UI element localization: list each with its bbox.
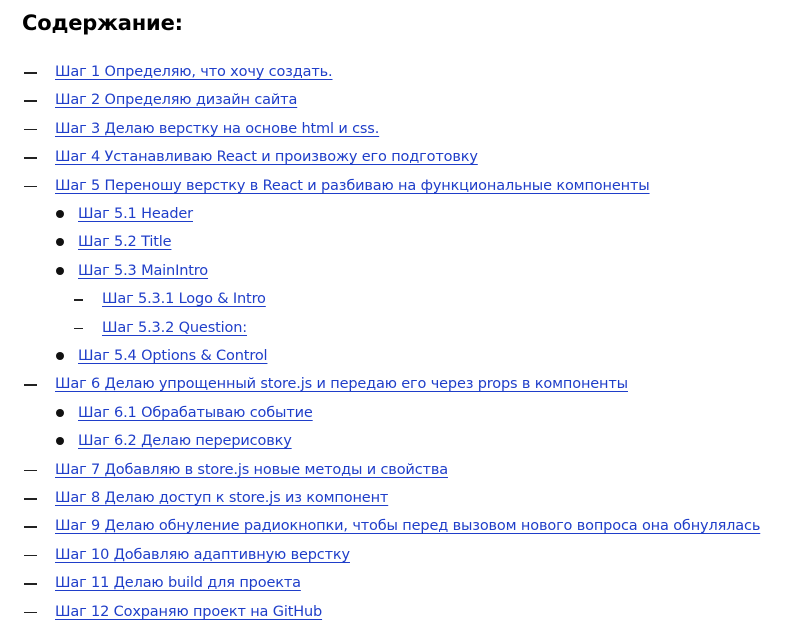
toc-link[interactable]: Шаг 5.3 MainIntro [78,262,209,279]
toc-link[interactable]: Шаг 5.2 Title [78,234,172,251]
toc-link[interactable]: Шаг 7 Добавляю в store.js новые методы и свойства [55,461,448,478]
toc-link[interactable]: Шаг 12 Сохраняю проект на GitHub [55,603,323,620]
toc-link[interactable]: Шаг 11 Делаю build для проекта [55,575,301,592]
toc-link[interactable]: Шаг 10 Добавляю адаптивную верстку [55,546,350,563]
toc-link[interactable]: Шаг 4 Устанавливаю React и произвожу его подготовку [55,149,478,166]
toc-link[interactable]: Шаг 5 Переношу верстку в React и разбиваю на функциональные компоненты [55,177,650,194]
toc-link[interactable]: Шаг 3 Делаю верстку на основе html и css. [55,120,380,137]
toc-link[interactable]: Шаг 5.1 Header [78,206,193,222]
toc-link[interactable]: Шаг 2 Определяю дизайн сайта [55,92,298,109]
toc-link[interactable]: Шаг 5.3.2 Question: [102,319,248,336]
toc-link[interactable]: Шаг 6.1 Обрабатываю событие [78,404,313,421]
toc-title: Содержание: [22,11,183,35]
toc-link[interactable]: Шаг 1 Определяю, что хочу создать. [55,64,333,80]
toc-link[interactable]: Шаг 6.2 Делаю перерисовку [78,433,292,450]
toc-link[interactable]: Шаг 5.4 Options & Control [78,348,268,364]
toc-link[interactable]: Шаг 6 Делаю упрощенный store.js и передаю его через props в компоненты [55,376,628,393]
toc-link[interactable]: Шаг 8 Делаю доступ к store.js из компонент [55,490,389,506]
toc-link[interactable]: Шаг 5.3.1 Logo & Intro [102,291,266,308]
toc-link[interactable]: Шаг 9 Делаю обнуление радиокнопки, чтобы перед вызовом нового вопроса она обнулялась [55,518,761,535]
